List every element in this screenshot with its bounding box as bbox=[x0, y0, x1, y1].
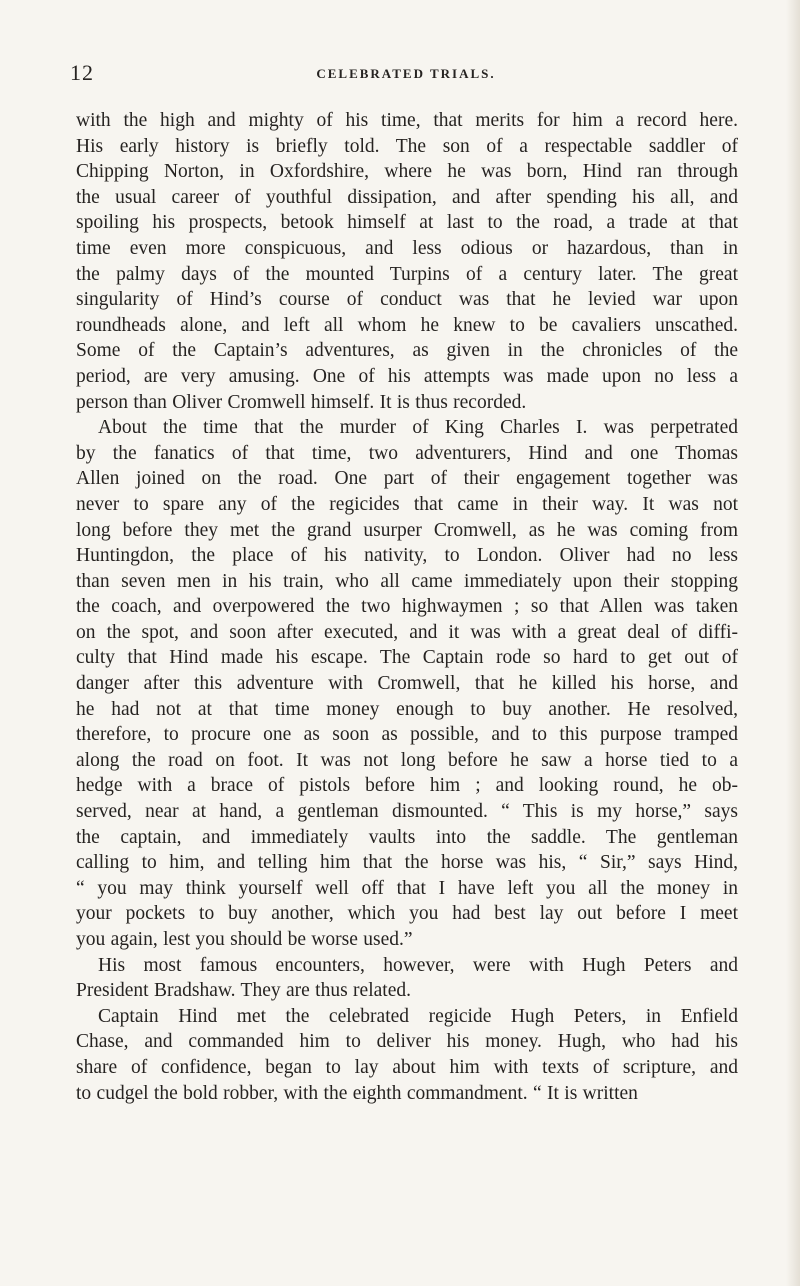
text-line: on the spot, and soon after executed, and it was with a great deal of diffi- bbox=[76, 621, 738, 643]
page-edge-shadow bbox=[786, 0, 800, 1286]
text-line: never to spare any of the regicides that came in their way. It was not bbox=[76, 493, 738, 515]
text-line: President Bradshaw. They are thus related. bbox=[76, 980, 411, 1002]
text-line: your pockets to buy another, which you had best lay out before I meet bbox=[76, 903, 738, 925]
text-line: the coach, and overpowered the two highwaymen ; so that Allen was taken bbox=[76, 596, 738, 618]
text-line: roundheads alone, and left all whom he knew to be cavaliers unscathed. bbox=[76, 314, 738, 336]
body-text bbox=[76, 108, 738, 1106]
text-line: Captain Hind met the celebrated regicide Hugh Peters, in Enfield bbox=[98, 1005, 738, 1027]
text-line: His early history is briefly told. The son of a respectable saddler of bbox=[76, 135, 738, 157]
text-line: time even more conspicuous, and less odious or hazardous, than in bbox=[76, 237, 738, 259]
text-line: he had not at that time money enough to buy another. He resolved, bbox=[76, 698, 738, 720]
text-line: served, near at hand, a gentleman dismounted. “ This is my horse,” says bbox=[76, 801, 738, 823]
text-line: long before they met the grand usurper Cromwell, as he was coming from bbox=[76, 519, 738, 541]
text-line: than seven men in his train, who all came immediately upon their stopping bbox=[76, 570, 738, 592]
text-line: the usual career of youthful dissipation, and after spending his all, and bbox=[76, 186, 738, 208]
text-line: period, are very amusing. One of his attempts was made upon no less a bbox=[76, 365, 738, 387]
text-line: Huntingdon, the place of his nativity, to London. Oliver had no less bbox=[76, 545, 738, 567]
text-line: to cudgel the bold robber, with the eighth commandment. “ It is written bbox=[76, 1082, 638, 1104]
text-line: by the fanatics of that time, two adventurers, Hind and one Thomas bbox=[76, 442, 738, 464]
text-line: the captain, and immediately vaults into the saddle. The gentleman bbox=[76, 826, 738, 848]
text-line: hedge with a brace of pistols before him ; and looking round, he ob- bbox=[76, 775, 738, 797]
paragraph bbox=[76, 415, 738, 952]
text-line: therefore, to procure one as soon as possible, and to this purpose tramped bbox=[76, 724, 738, 746]
text-line: share of confidence, began to lay about him with texts of scripture, and bbox=[76, 1056, 738, 1078]
paragraph bbox=[76, 108, 738, 415]
text-line: Some of the Captain’s adventures, as given in the chronicles of the bbox=[76, 340, 738, 362]
text-line: with the high and mighty of his time, that merits for him a record here. bbox=[76, 110, 738, 131]
text-line: along the road on foot. It was not long before he saw a horse tied to a bbox=[76, 749, 738, 771]
text-line: Allen joined on the road. One part of their engagement together was bbox=[76, 468, 738, 490]
text-line: you again, lest you should be worse used.” bbox=[76, 929, 413, 950]
text-line: singularity of Hind’s course of conduct was that he levied war upon bbox=[76, 289, 738, 311]
paragraph bbox=[76, 1004, 738, 1106]
text-line: Chipping Norton, in Oxfordshire, where he was born, Hind ran through bbox=[76, 161, 738, 183]
text-line: the palmy days of the mounted Turpins of a century later. The great bbox=[76, 263, 738, 285]
running-head bbox=[70, 60, 742, 86]
text-line: danger after this adventure with Cromwell, that he killed his horse, and bbox=[76, 673, 738, 695]
text-line: About the time that the murder of King Charles I. was perpetrated bbox=[98, 417, 738, 439]
text-line: His most famous encounters, however, were with Hugh Peters and bbox=[98, 954, 738, 976]
text-line: culty that Hind made his escape. The Captain rode so hard to get out of bbox=[76, 647, 738, 669]
page-number: 12 bbox=[70, 60, 94, 85]
running-title: CELEBRATED TRIALS. bbox=[316, 66, 496, 81]
text-line: calling to him, and telling him that the horse was his, “ Sir,” says Hind, bbox=[76, 852, 738, 874]
text-line: Chase, and commanded him to deliver his money. Hugh, who had his bbox=[76, 1031, 738, 1053]
paragraph bbox=[76, 953, 738, 1004]
text-line: “ you may think yourself well off that I have left you all the money in bbox=[76, 877, 738, 899]
text-line: spoiling his prospects, betook himself at last to the road, a trade at that bbox=[76, 212, 738, 234]
text-line: person than Oliver Cromwell himself. It is thus recorded. bbox=[76, 391, 527, 413]
